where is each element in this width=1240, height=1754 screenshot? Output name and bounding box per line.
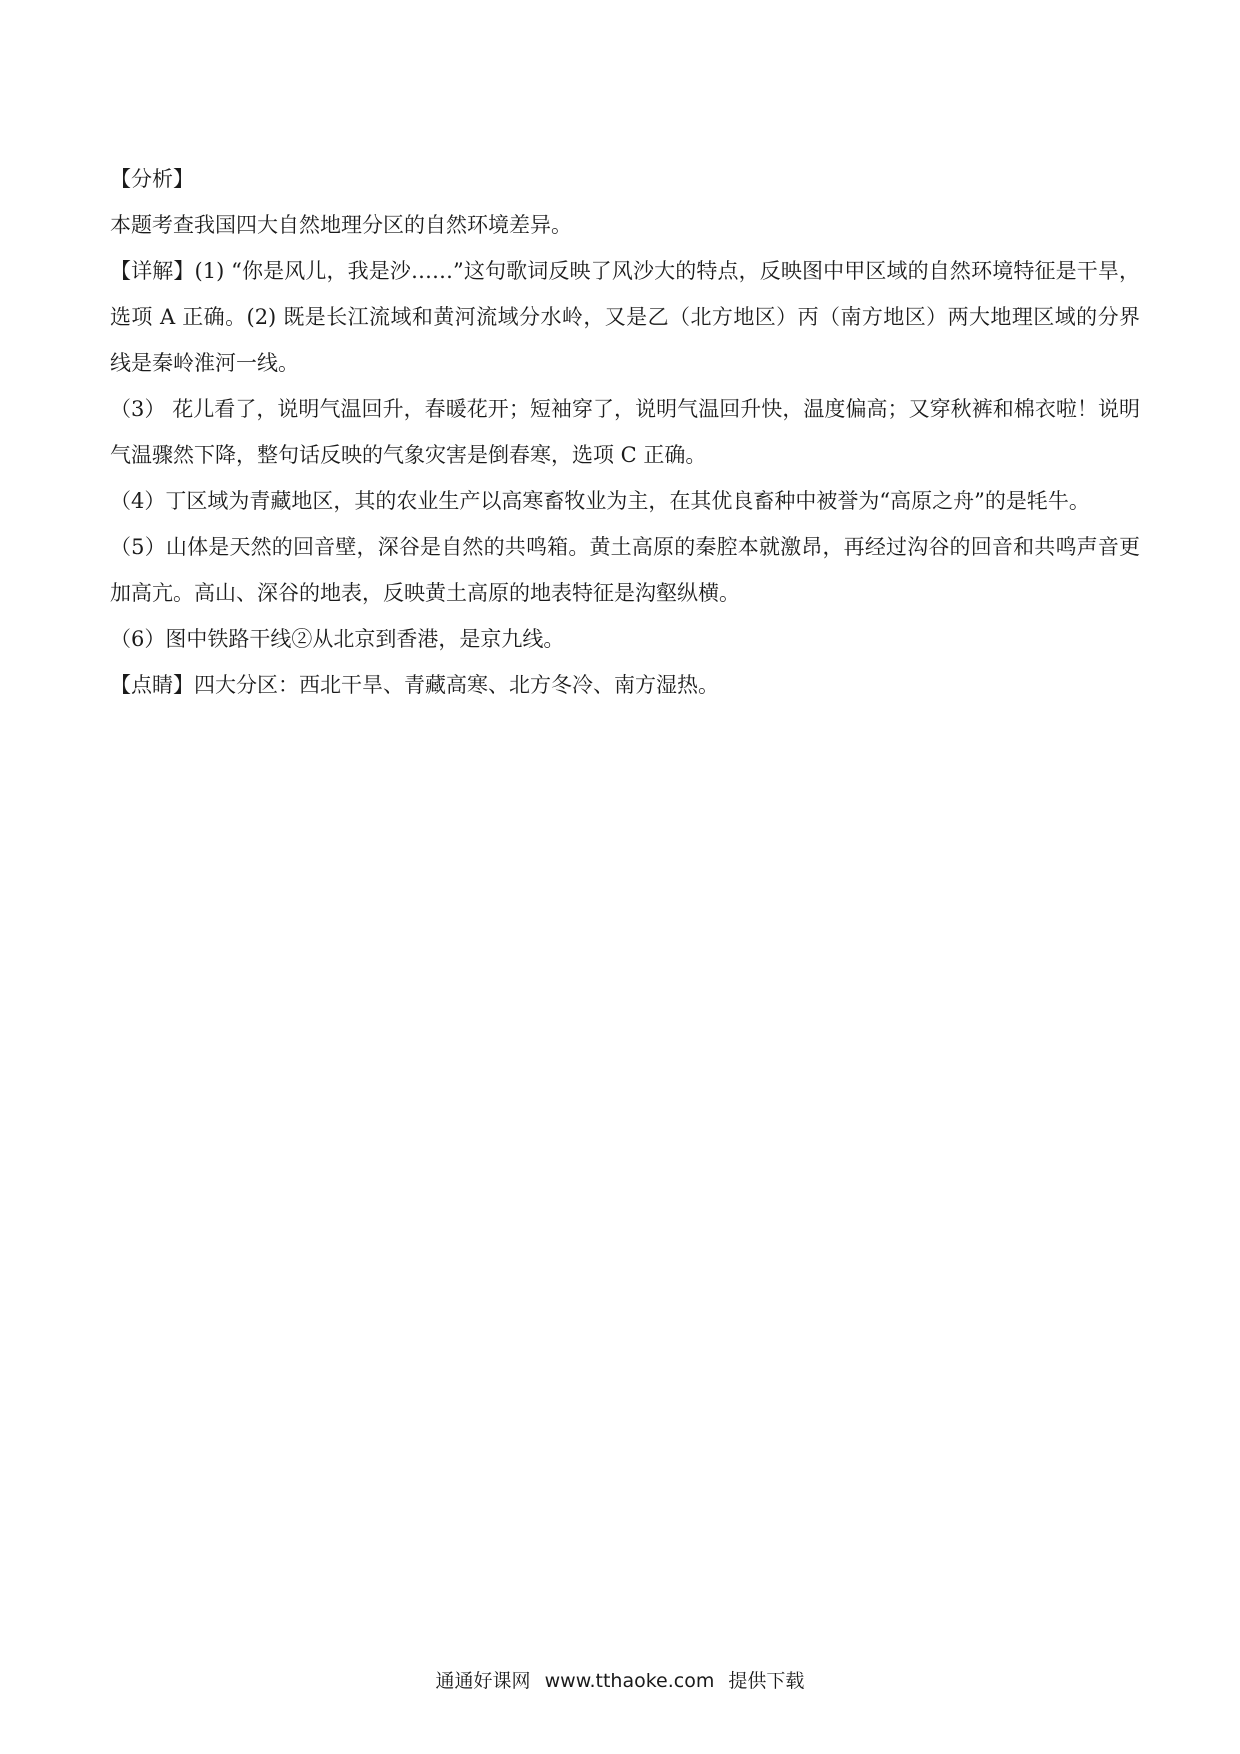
detail-paragraph-1-2: 【详解】(1) “你是风儿，我是沙……”这句歌词反映了风沙大的特点，反映图中甲区域的自然环境特征是干旱，选项 A 正确。(2) 既是长江流域和黄河流域分水岭，又是乙（北方地区）丙（南方地区）两大地理区域的分界线是秦岭淮河一线。 [110, 259, 1140, 375]
analysis-heading: 【分析】 [110, 167, 194, 191]
key-point-paragraph: 【点睛】四大分区：西北干旱、青藏高寒、北方冬冷、南方湿热。 [110, 673, 719, 697]
detail-paragraph-4: （4）丁区域为青藏地区，其的农业生产以高寒畜牧业为主，在其优良畜种中被誉为“高原之舟”的是牦牛。 [110, 489, 1090, 513]
footer-url-link[interactable]: www.tthaoke.com [544, 1670, 715, 1692]
footer-site-name: 通通好课网 [435, 1670, 531, 1692]
answer-analysis-section [110, 156, 1140, 708]
detail-paragraph-3: （3） 花儿看了，说明气温回升，春暖花开；短袖穿了，说明气温回升快，温度偏高；又穿秋裤和棉衣啦！说明气温骤然下降，整句话反映的气象灾害是倒春寒，选项 C 正确。 [110, 397, 1140, 467]
footer-suffix: 提供下载 [728, 1670, 805, 1692]
analysis-text: 本题考查我国四大自然地理分区的自然环境差异。 [110, 213, 572, 237]
detail-paragraph-6: （6）图中铁路干线②从北京到香港，是京九线。 [110, 627, 565, 651]
page-footer [0, 1666, 1240, 1693]
detail-paragraph-5: （5）山体是天然的回音壁，深谷是自然的共鸣箱。黄土高原的秦腔本就激昂，再经过沟谷的回音和共鸣声音更加高亢。高山、深谷的地表，反映黄土高原的地表特征是沟壑纵横。 [110, 535, 1140, 605]
